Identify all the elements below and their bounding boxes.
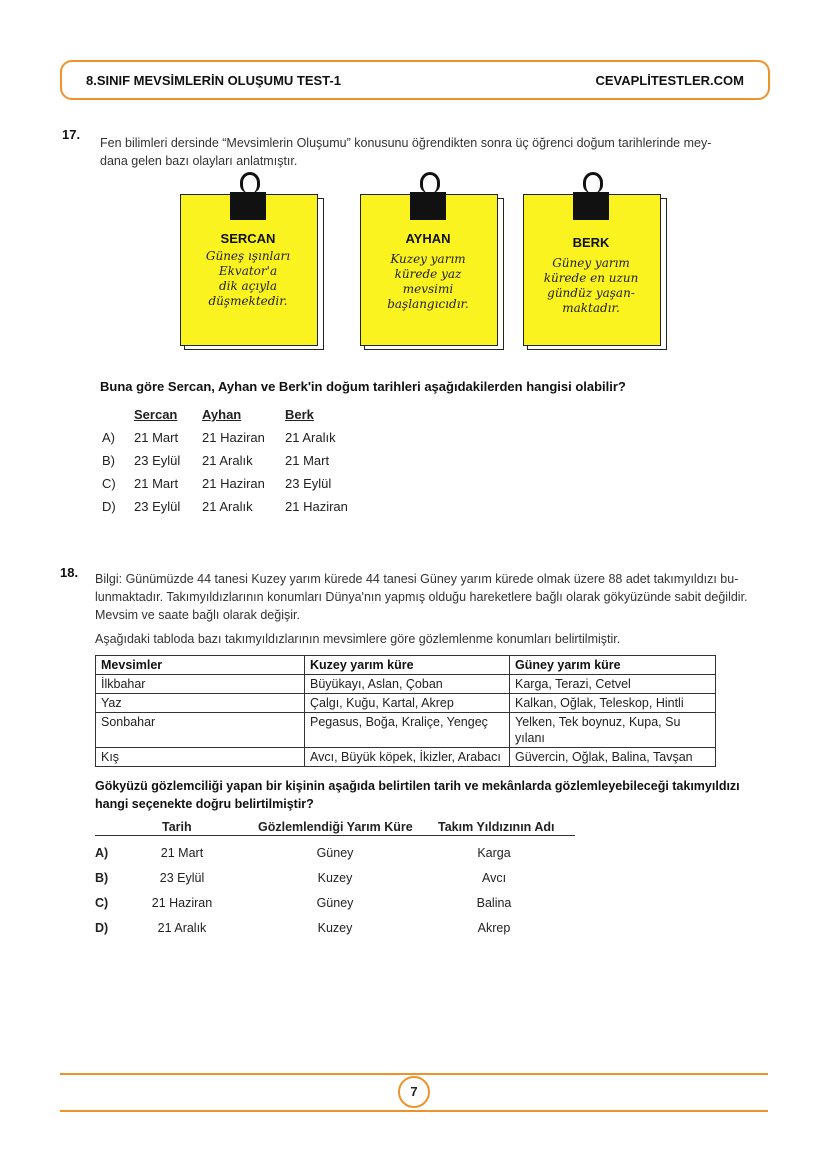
option-value: 23 Eylül (285, 476, 332, 491)
option-value: 21 Haziran (202, 430, 265, 445)
text-line: lunmaktadır. Takımyıldızlarının konumları Dünya'nın yapmış olduğu hareketlere bağlı olarak gökyüzünde sabit değildir. (95, 590, 748, 604)
option-letter[interactable]: D) (95, 921, 109, 935)
option-value: Kuzey (317, 921, 353, 935)
option-value: 21 Haziran (285, 499, 348, 514)
text-line: dana gelen bazı olayları anlatmıştır. (100, 154, 298, 168)
option-value: 23 Eylül (159, 871, 205, 885)
question-prompt: Gökyüzü gözlemciliği yapan bir kişinin aşağıda belirtilen tarih ve mekânlarda gözlemleyebileceği takımyıldızı hangi seçenekte doğru belirtilmiştir? (95, 779, 740, 811)
option-letter[interactable]: C) (102, 476, 116, 491)
option-value: Balina (476, 896, 512, 910)
info-text (95, 570, 748, 624)
option-value: 21 Aralık (202, 453, 253, 468)
text-line: Fen bilimleri dersinde “Mevsimlerin Oluşumu” konusunu öğrendikten sonra üç öğrenci doğum tarihlerinde mey- (100, 136, 712, 150)
option-value: 21 Aralık (285, 430, 336, 445)
note-name: BERK (572, 235, 610, 250)
question-number: 17. (62, 127, 81, 142)
option-value: Avcı (481, 871, 507, 885)
column-header: Ayhan (202, 407, 242, 422)
option-value: Güney (316, 846, 354, 860)
page-number: 7 (398, 1076, 430, 1108)
text-line: Bilgi: Günümüzde 44 tanesi Kuzey yarım kürede 44 tanesi Güney yarım kürede olmak üzere 88 adet takımyıldızı bu- (95, 572, 739, 586)
note-name: AYHAN (405, 231, 451, 246)
option-value: Karga (477, 846, 511, 860)
binder-clip-icon (240, 172, 260, 193)
option-value: 21 Mart (134, 476, 179, 491)
option-value: 21 Aralık (157, 921, 207, 935)
column-header: Takım Yıldızının Adı (438, 820, 555, 834)
option-value: Güney (316, 896, 354, 910)
binder-clip-icon (583, 172, 603, 193)
option-value: 21 Haziran (202, 476, 265, 491)
option-value: Kuzey (317, 871, 353, 885)
question-number: 18. (60, 565, 79, 580)
header-rule (95, 835, 575, 836)
note-text: Güneş ışınları Ekvator'a dik açıyla düşmektedir. (205, 249, 291, 308)
option-value: 21 Mart (285, 453, 330, 468)
option-letter[interactable]: B) (102, 453, 115, 468)
column-header: Tarih (162, 820, 192, 834)
text-line: Mevsim ve saate bağlı olarak değişir. (95, 608, 300, 622)
column-header: Gözlemlendiği Yarım Küre (258, 820, 413, 834)
column-header: Sercan (134, 407, 178, 422)
table-intro: Aşağıdaki tabloda bazı takımyıldızlarının mevsimlere göre gözlemlenme konumları belirtilmiştir. (95, 632, 621, 646)
note-text: Kuzey yarım kürede yaz mevsimi başlangıcıdır. (387, 252, 469, 311)
note-name: SERCAN (220, 231, 276, 246)
option-value: 21 Haziran (151, 896, 213, 910)
note-berk (523, 194, 661, 346)
note-ayhan (360, 194, 498, 346)
constellation-table: Mevsimler Kuzey yarım küre Güney yarım küre İlkbahar Büyükayı, Aslan, Çoban Karga, Terazi, Cetvel Yaz Çalgı, Kuğu, Kartal, Akrep Kalkan, Oğlak, Teleskop, Hintli Sonbahar Pegasus, Boğa, Kraliçe, Yengeç Yelken, Tek boynuz, Kupa, Su yılanı Kış Avcı, Büyük köpek, İkizler, Arabacı Güvercin, Oğlak, Balina, Tavşan (95, 655, 716, 767)
site-name: CEVAPLİTESTLER.COM (595, 73, 744, 88)
option-value: Akrep (477, 921, 511, 935)
footer-rule (60, 1110, 768, 1112)
question-prompt: Buna göre Sercan, Ayhan ve Berk'in doğum tarihleri aşağıdakilerden hangisi olabilir? (100, 379, 626, 394)
option-value: 23 Eylül (134, 453, 181, 468)
option-letter[interactable]: B) (95, 871, 109, 885)
footer-rule (60, 1073, 768, 1075)
option-value: 21 Mart (160, 846, 204, 860)
test-title: 8.SINIF MEVSİMLERİN OLUŞUMU TEST-1 (86, 73, 341, 88)
page-header (60, 60, 770, 100)
option-letter[interactable]: C) (95, 896, 109, 910)
question-text (100, 134, 711, 170)
option-value: 21 Aralık (202, 499, 253, 514)
option-letter[interactable]: A) (95, 846, 109, 860)
option-letter[interactable]: D) (102, 499, 116, 514)
option-letter[interactable]: A) (102, 430, 115, 445)
binder-clip-icon (420, 172, 440, 193)
note-text: Güney yarım kürede en uzun gündüz yaşan- maktadır. (543, 256, 639, 315)
column-header: Berk (285, 407, 314, 422)
note-sercan (180, 194, 318, 346)
option-value: 23 Eylül (134, 499, 181, 514)
option-value: 21 Mart (134, 430, 179, 445)
